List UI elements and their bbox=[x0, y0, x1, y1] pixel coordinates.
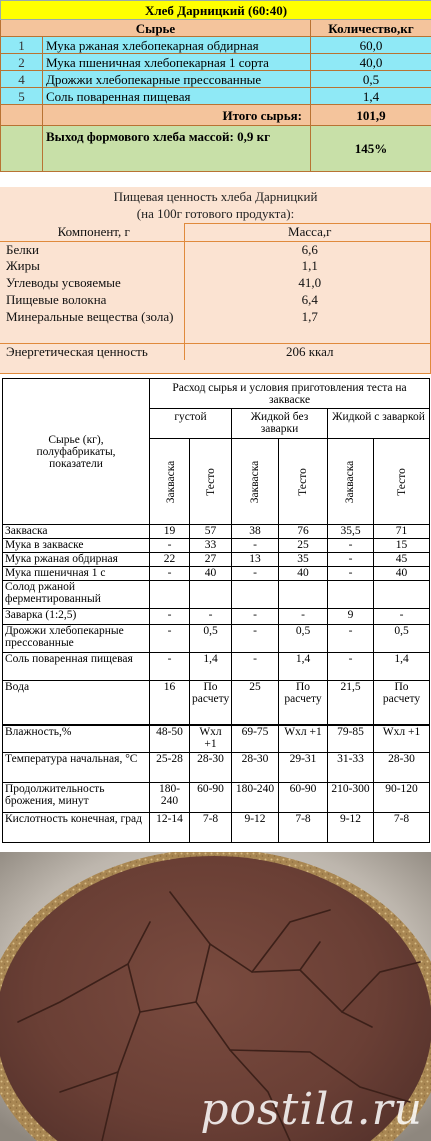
recipe-total-value: 101,9 bbox=[311, 105, 431, 126]
recipe-yield-pad bbox=[1, 126, 43, 172]
process-cell: 57 bbox=[190, 525, 232, 539]
nutrition-row-value: 6,6 bbox=[301, 241, 318, 257]
process-cell: 25 bbox=[232, 681, 279, 725]
process-cell: - bbox=[190, 609, 232, 625]
process-cell: 28-30 bbox=[374, 753, 430, 783]
process-cell: 79-85 bbox=[328, 725, 374, 753]
process-group-header: густой bbox=[150, 409, 232, 439]
process-cell: 60-90 bbox=[190, 783, 232, 813]
watermark-text: postila.ru bbox=[200, 1084, 423, 1135]
process-cell: - bbox=[150, 625, 190, 653]
recipe-row-num: 5 bbox=[1, 88, 43, 105]
process-row bbox=[3, 753, 430, 783]
process-cell: По расчету bbox=[279, 681, 328, 725]
nutrition-title-line2: (на 100г готового продукта): bbox=[136, 206, 295, 221]
process-cell: 1,4 bbox=[374, 653, 430, 681]
process-subheader bbox=[150, 439, 190, 525]
process-row-label: Дрожжи хлебопекарные прессованные bbox=[3, 625, 150, 653]
process-cell: 40 bbox=[279, 567, 328, 581]
process-cell: 33 bbox=[190, 539, 232, 553]
process-cell: 0,5 bbox=[190, 625, 232, 653]
process-cell: - bbox=[328, 539, 374, 553]
process-row bbox=[3, 609, 430, 625]
process-main-header: Расход сырья и условия приготовления теста на закваске bbox=[150, 379, 430, 409]
process-row-label: Солод ржаной ферментированный bbox=[3, 581, 150, 609]
process-cell bbox=[328, 581, 374, 609]
process-cell: 7-8 bbox=[190, 813, 232, 843]
process-cell: 9-12 bbox=[328, 813, 374, 843]
recipe-row-name: Соль поваренная пищевая bbox=[43, 88, 311, 105]
process-cell: 28-30 bbox=[232, 753, 279, 783]
process-cell: 76 bbox=[279, 525, 328, 539]
process-cell: 38 bbox=[232, 525, 279, 539]
process-cell: 7-8 bbox=[374, 813, 430, 843]
process-row bbox=[3, 539, 430, 553]
process-cell: - bbox=[328, 553, 374, 567]
process-subheader bbox=[374, 439, 430, 525]
recipe-col-ingredient: Сырье bbox=[1, 20, 311, 37]
recipe-yield-value: 145% bbox=[311, 126, 431, 172]
process-cell: 15 bbox=[374, 539, 430, 553]
nutrition-row-value: 6,4 bbox=[301, 292, 318, 307]
process-subheader bbox=[279, 439, 328, 525]
process-row-label: Соль поваренная пищевая bbox=[3, 653, 150, 681]
process-cell: 16 bbox=[150, 681, 190, 725]
process-cell: 40 bbox=[374, 567, 430, 581]
process-cell: 35 bbox=[279, 553, 328, 567]
nutrition-row-value: 41,0 bbox=[298, 275, 322, 290]
process-cell: 13 bbox=[232, 553, 279, 567]
process-row bbox=[3, 525, 430, 539]
recipe-row-qty: 0,5 bbox=[311, 71, 431, 88]
nutrition-row bbox=[0, 309, 431, 343]
nutrition-row-name: Пищевые волокна bbox=[0, 292, 184, 309]
nutrition-row-name: Жиры bbox=[0, 258, 184, 275]
process-cell bbox=[150, 581, 190, 609]
process-body bbox=[3, 525, 430, 843]
recipe-title: Хлеб Дарницкий (60:40) bbox=[1, 1, 431, 20]
process-row-label: Мука в закваске bbox=[3, 539, 150, 553]
divider bbox=[0, 373, 431, 374]
recipe-total-pad bbox=[1, 105, 43, 126]
process-cell: 29-31 bbox=[279, 753, 328, 783]
nutrition-row-value: 1,7 bbox=[301, 309, 318, 324]
process-cell: 19 bbox=[150, 525, 190, 539]
nutrition-panel bbox=[0, 187, 431, 374]
nutrition-title-line1: Пищевая ценность хлеба Дарницкий bbox=[113, 189, 318, 204]
process-subheader-zakvaska: Закваска bbox=[344, 460, 357, 503]
process-cell: - bbox=[232, 653, 279, 681]
nutrition-energy-value: 206 ккал bbox=[184, 343, 431, 360]
process-cell: 60-90 bbox=[279, 783, 328, 813]
process-subheader-zakvaska: Закваска bbox=[165, 460, 178, 503]
process-cell: По расчету bbox=[374, 681, 430, 725]
process-cell: 7-8 bbox=[279, 813, 328, 843]
process-cell: 31-33 bbox=[328, 753, 374, 783]
nutrition-col-mass: Масса,г bbox=[184, 224, 431, 241]
process-cell: 35,5 bbox=[328, 525, 374, 539]
process-row bbox=[3, 725, 430, 753]
recipe-row bbox=[1, 88, 431, 105]
process-row bbox=[3, 625, 430, 653]
process-row-label: Заварка (1:2,5) bbox=[3, 609, 150, 625]
process-cell: 9 bbox=[328, 609, 374, 625]
nutrition-row-name: Углеводы усвояемые bbox=[0, 275, 184, 292]
process-row-label: Температура начальная, °С bbox=[3, 753, 150, 783]
process-cell: 27 bbox=[190, 553, 232, 567]
process-row bbox=[3, 581, 430, 609]
process-cell: 45 bbox=[374, 553, 430, 567]
process-row bbox=[3, 653, 430, 681]
process-cell: - bbox=[232, 539, 279, 553]
process-group-header: Жидкой без заварки bbox=[232, 409, 328, 439]
process-corner-label: Сырье (кг), полуфабрикаты, показатели bbox=[3, 379, 150, 525]
nutrition-row bbox=[0, 275, 431, 292]
recipe-row-num: 4 bbox=[1, 71, 43, 88]
process-subheader bbox=[328, 439, 374, 525]
process-cell: 1,4 bbox=[190, 653, 232, 681]
process-subheader-testo: Тесто bbox=[297, 467, 309, 496]
process-row-label: Продолжительность брожения, минут bbox=[3, 783, 150, 813]
process-subheader-testo: Тесто bbox=[395, 467, 408, 496]
process-cell: - bbox=[150, 653, 190, 681]
process-cell: Wхл +1 bbox=[374, 725, 430, 753]
process-cell: 0,5 bbox=[374, 625, 430, 653]
process-cell: 1,4 bbox=[279, 653, 328, 681]
nutrition-row bbox=[0, 258, 431, 275]
process-cell: 0,5 bbox=[279, 625, 328, 653]
recipe-table bbox=[0, 0, 431, 172]
recipe-row-qty: 1,4 bbox=[311, 88, 431, 105]
process-group-header: Жидкой с заваркой bbox=[328, 409, 430, 439]
process-cell: 180-240 bbox=[232, 783, 279, 813]
process-cell: 25-28 bbox=[150, 753, 190, 783]
process-cell: - bbox=[150, 567, 190, 581]
process-cell: 25 bbox=[279, 539, 328, 553]
process-cell: Wхл +1 bbox=[190, 725, 232, 753]
process-row-label: Вода bbox=[3, 681, 150, 725]
process-cell: 9-12 bbox=[232, 813, 279, 843]
recipe-row-num: 1 bbox=[1, 37, 43, 54]
process-cell bbox=[374, 581, 430, 609]
recipe-yield-label: Выход формового хлеба массой: 0,9 кг bbox=[43, 126, 311, 172]
nutrition-table bbox=[0, 224, 431, 360]
recipe-row-name: Дрожжи хлебопекарные прессованные bbox=[43, 71, 311, 88]
nutrition-row-name: Минеральные вещества (зола) bbox=[0, 309, 184, 343]
nutrition-title bbox=[0, 188, 431, 222]
process-cell: - bbox=[328, 567, 374, 581]
process-row-label: Мука пшеничная 1 с bbox=[3, 567, 150, 581]
process-cell: 48-50 bbox=[150, 725, 190, 753]
process-cell: 12-14 bbox=[150, 813, 190, 843]
recipe-col-qty: Количество,кг bbox=[311, 20, 431, 37]
process-cell: 22 bbox=[150, 553, 190, 567]
nutrition-row bbox=[0, 292, 431, 309]
process-table bbox=[2, 378, 430, 843]
process-cell: - bbox=[150, 609, 190, 625]
recipe-total-label: Итого сырья: bbox=[43, 105, 311, 126]
process-cell: 21,5 bbox=[328, 681, 374, 725]
process-subheader bbox=[190, 439, 232, 525]
nutrition-row bbox=[0, 241, 431, 258]
process-cell: - bbox=[279, 609, 328, 625]
recipe-row-qty: 40,0 bbox=[311, 54, 431, 71]
recipe-row bbox=[1, 71, 431, 88]
process-cell: 69-75 bbox=[232, 725, 279, 753]
nutrition-col-component: Компонент, г bbox=[0, 224, 184, 241]
process-row bbox=[3, 681, 430, 725]
process-cell: - bbox=[328, 625, 374, 653]
recipe-row-name: Мука ржаная хлебопекарная обдирная bbox=[43, 37, 311, 54]
process-cell: 28-30 bbox=[190, 753, 232, 783]
process-row bbox=[3, 567, 430, 581]
process-cell: - bbox=[328, 653, 374, 681]
recipe-row-name: Мука пшеничная хлебопекарная 1 сорта bbox=[43, 54, 311, 71]
process-cell: 71 bbox=[374, 525, 430, 539]
process-cell: По расчету bbox=[190, 681, 232, 725]
process-row-label: Закваска bbox=[3, 525, 150, 539]
process-row bbox=[3, 783, 430, 813]
process-cell: 210-300 bbox=[328, 783, 374, 813]
process-cell: 90-120 bbox=[374, 783, 430, 813]
process-row-label: Кислотность конечная, град bbox=[3, 813, 150, 843]
process-cell bbox=[190, 581, 232, 609]
nutrition-row-name: Белки bbox=[0, 241, 184, 258]
process-subheader-zakvaska: Закваска bbox=[249, 460, 261, 503]
process-subheader-testo: Тесто bbox=[204, 467, 217, 496]
process-row bbox=[3, 553, 430, 567]
process-cell bbox=[232, 581, 279, 609]
process-cell: - bbox=[374, 609, 430, 625]
process-row-label: Влажность,% bbox=[3, 725, 150, 753]
recipe-row-qty: 60,0 bbox=[311, 37, 431, 54]
process-subheader bbox=[232, 439, 279, 525]
process-cell: - bbox=[232, 625, 279, 653]
process-cell bbox=[279, 581, 328, 609]
process-cell: 40 bbox=[190, 567, 232, 581]
recipe-row bbox=[1, 54, 431, 71]
bread-photo bbox=[0, 852, 431, 1141]
nutrition-energy-row bbox=[0, 343, 431, 360]
nutrition-energy-label: Энергетическая ценность bbox=[0, 343, 184, 360]
process-cell: Wхл +1 bbox=[279, 725, 328, 753]
process-row-label: Мука ржаная обдирная bbox=[3, 553, 150, 567]
recipe-row bbox=[1, 37, 431, 54]
nutrition-row-value: 1,1 bbox=[301, 258, 318, 273]
process-cell: - bbox=[232, 567, 279, 581]
process-cell: 180-240 bbox=[150, 783, 190, 813]
recipe-row-num: 2 bbox=[1, 54, 43, 71]
process-cell: - bbox=[232, 609, 279, 625]
process-cell: - bbox=[150, 539, 190, 553]
process-row bbox=[3, 813, 430, 843]
